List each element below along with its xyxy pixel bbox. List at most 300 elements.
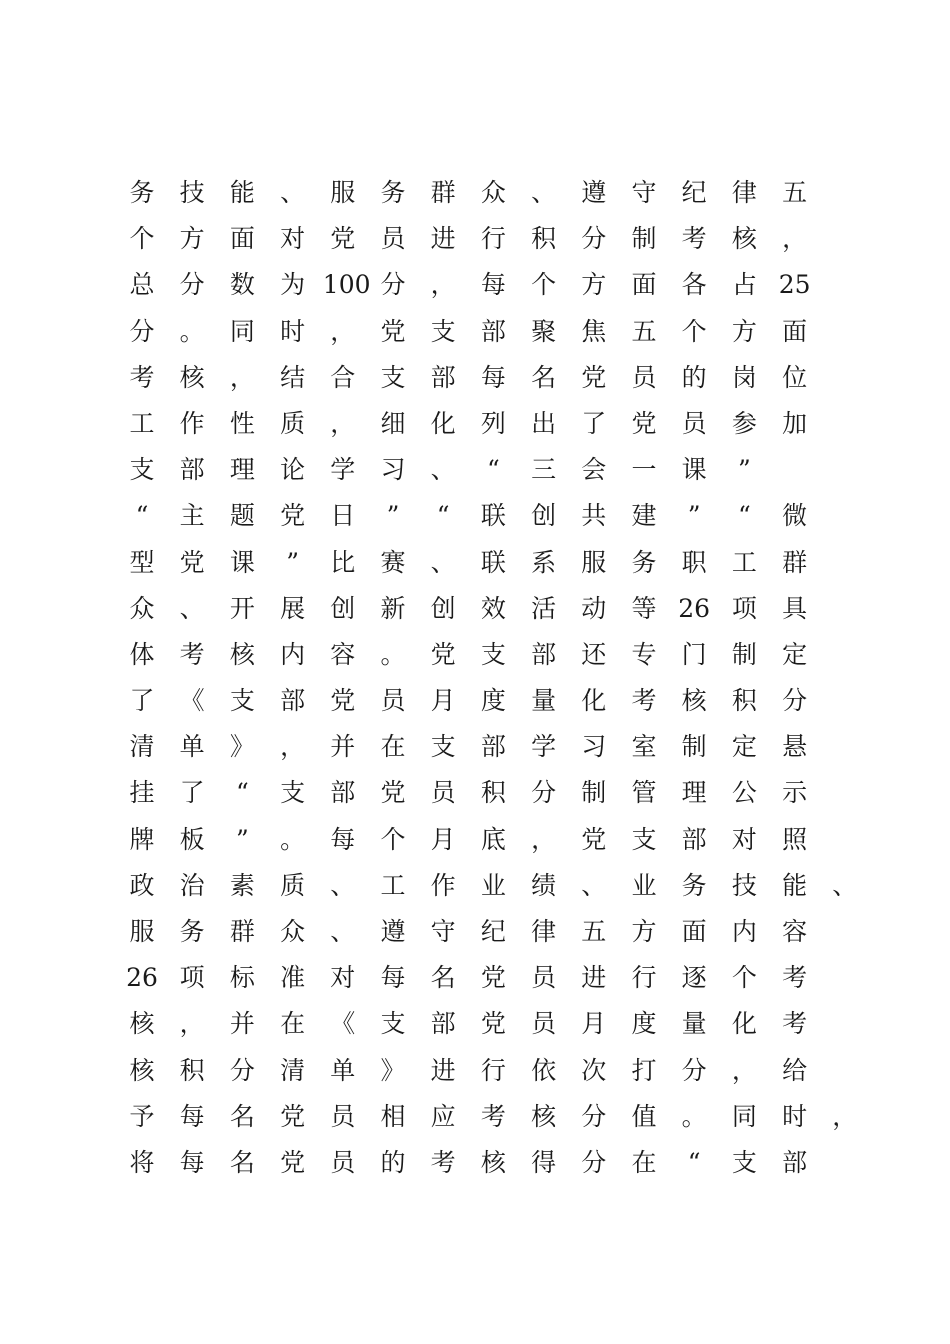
text-glyph: 制 xyxy=(681,732,707,762)
text-glyph: 部 xyxy=(430,1009,456,1039)
text-glyph: 治 xyxy=(179,870,205,900)
text-glyph: ， xyxy=(330,408,356,438)
text-glyph: 板 xyxy=(179,824,205,854)
text-glyph: 创 xyxy=(330,593,356,623)
text-glyph: 共 xyxy=(581,501,607,531)
text-glyph: 支 xyxy=(229,686,255,716)
text-glyph: 分 xyxy=(129,316,155,346)
text-glyph: 时 xyxy=(782,1101,808,1131)
text-glyph: ， xyxy=(832,1101,858,1131)
text-glyph: 准 xyxy=(280,963,306,993)
text-glyph: 单 xyxy=(179,732,205,762)
text-glyph: 逐 xyxy=(681,963,707,993)
text-glyph: 三 xyxy=(531,455,557,485)
text-glyph: 支 xyxy=(430,316,456,346)
text-glyph: 会 xyxy=(581,455,607,485)
text-glyph: 分 xyxy=(581,1101,607,1131)
text-glyph: 务 xyxy=(631,547,657,577)
text-glyph: 开 xyxy=(229,593,255,623)
text-glyph: 进 xyxy=(430,224,456,254)
text-glyph: 进 xyxy=(430,1055,456,1085)
text-glyph: 焦 xyxy=(581,316,607,346)
text-glyph: 项 xyxy=(731,593,757,623)
text-glyph: 核 xyxy=(129,1055,155,1085)
text-glyph: 分 xyxy=(229,1055,255,1085)
text-glyph: 员 xyxy=(330,1147,356,1177)
text-glyph: 党 xyxy=(330,224,356,254)
text-glyph: 创 xyxy=(430,593,456,623)
text-glyph: ” xyxy=(386,501,400,531)
text-glyph: 积 xyxy=(480,778,506,808)
text-glyph: ， xyxy=(782,224,808,254)
text-glyph: 行 xyxy=(631,963,657,993)
text-glyph: 支 xyxy=(380,362,406,392)
text-glyph: 技 xyxy=(179,178,205,207)
text-glyph: 务 xyxy=(179,917,205,946)
text-glyph: 考 xyxy=(782,1009,808,1039)
text-glyph: 纪 xyxy=(480,917,506,946)
text-line xyxy=(129,1001,862,1047)
text-glyph: 分 xyxy=(179,270,205,300)
text-line xyxy=(129,309,862,355)
text-glyph: 分 xyxy=(531,778,557,808)
text-glyph: 照 xyxy=(782,824,808,854)
text-glyph: 对 xyxy=(280,224,306,254)
text-glyph: 室 xyxy=(631,732,657,762)
text-glyph: 合 xyxy=(330,362,356,392)
text-glyph: 党 xyxy=(280,1147,306,1177)
text-glyph: 给 xyxy=(782,1055,808,1085)
text-glyph: 服 xyxy=(330,178,356,207)
text-glyph: 联 xyxy=(480,547,506,577)
text-glyph: 积 xyxy=(531,224,557,254)
text-glyph: 型 xyxy=(129,547,155,577)
text-glyph: 部 xyxy=(782,1147,808,1177)
text-glyph: 党 xyxy=(380,316,406,346)
text-glyph: 同 xyxy=(731,1101,757,1131)
text-line xyxy=(129,909,862,955)
text-glyph: 核 xyxy=(129,1009,155,1039)
text-glyph: 考 xyxy=(681,224,707,254)
text-line xyxy=(129,586,862,632)
text-glyph: 核 xyxy=(480,1147,506,1177)
text-glyph: 日 xyxy=(330,501,356,531)
text-glyph: 分 xyxy=(380,270,406,300)
text-glyph: 依 xyxy=(531,1055,557,1085)
text-glyph: 每 xyxy=(480,270,506,300)
text-line xyxy=(129,170,862,216)
text-glyph: 部 xyxy=(430,362,456,392)
text-glyph: 列 xyxy=(480,408,506,438)
text-glyph: 26 xyxy=(678,593,711,623)
text-glyph: 职 xyxy=(681,547,707,577)
text-glyph: 名 xyxy=(229,1101,255,1131)
text-glyph: 五 xyxy=(782,178,808,207)
text-line xyxy=(129,817,862,863)
text-glyph: 26 xyxy=(126,963,158,993)
text-glyph: 作 xyxy=(179,408,205,438)
text-glyph: 部 xyxy=(179,455,205,485)
text-glyph: 政 xyxy=(129,870,155,900)
text-glyph: 管 xyxy=(631,778,657,808)
text-glyph: 联 xyxy=(480,501,506,531)
text-glyph: 、 xyxy=(832,870,858,900)
text-glyph: 、 xyxy=(179,593,205,623)
text-glyph: 结 xyxy=(280,362,306,392)
text-glyph: 素 xyxy=(229,870,255,900)
text-glyph: 化 xyxy=(430,408,456,438)
text-glyph: 党 xyxy=(280,501,306,531)
text-glyph: 制 xyxy=(731,639,757,669)
text-glyph: 并 xyxy=(229,1009,255,1039)
text-glyph: 单 xyxy=(330,1055,356,1085)
text-glyph: 面 xyxy=(782,316,808,346)
text-glyph: 《 xyxy=(330,1009,356,1039)
text-glyph: 群 xyxy=(782,547,808,577)
text-glyph: 面 xyxy=(631,270,657,300)
text-glyph: 月 xyxy=(581,1009,607,1039)
text-glyph: ， xyxy=(179,1009,205,1039)
text-glyph: 示 xyxy=(782,778,808,808)
text-glyph: 每 xyxy=(380,963,406,993)
text-glyph: 党 xyxy=(280,1101,306,1131)
text-glyph: 能 xyxy=(229,178,255,207)
text-glyph: 100 xyxy=(322,270,371,300)
text-glyph: 度 xyxy=(480,686,506,716)
text-glyph: 占 xyxy=(731,270,757,300)
text-glyph: 制 xyxy=(581,778,607,808)
text-glyph: 五 xyxy=(631,316,657,346)
text-glyph: “ xyxy=(738,501,751,531)
text-glyph: 员 xyxy=(531,963,557,993)
text-glyph: 学 xyxy=(330,455,356,485)
text-glyph: 理 xyxy=(681,778,707,808)
text-glyph: 清 xyxy=(280,1055,306,1085)
text-glyph: ， xyxy=(229,362,255,392)
text-line xyxy=(129,447,862,493)
text-glyph: 内 xyxy=(280,639,306,669)
text-glyph: “ xyxy=(687,1147,701,1177)
text-glyph: 性 xyxy=(229,408,255,438)
text-glyph: 党 xyxy=(631,408,657,438)
text-glyph: 方 xyxy=(631,917,657,946)
text-glyph: 课 xyxy=(229,547,255,577)
text-glyph: 部 xyxy=(480,316,506,346)
text-glyph: 。 xyxy=(179,316,205,346)
text-glyph: 党 xyxy=(330,686,356,716)
text-glyph: 》 xyxy=(380,1055,406,1085)
text-glyph: 等 xyxy=(631,593,657,623)
text-glyph: 专 xyxy=(631,639,657,669)
text-glyph: 位 xyxy=(782,362,808,392)
text-glyph: 考 xyxy=(430,1147,456,1177)
text-glyph: 方 xyxy=(731,316,757,346)
text-glyph: 习 xyxy=(581,732,607,762)
text-glyph: 、 xyxy=(581,870,607,900)
text-glyph: 方 xyxy=(581,270,607,300)
text-glyph: 行 xyxy=(480,1055,506,1085)
text-glyph: 容 xyxy=(782,917,808,946)
text-glyph: 每 xyxy=(330,824,356,854)
text-glyph: 技 xyxy=(731,870,757,900)
text-line xyxy=(129,678,862,724)
text-glyph: 分 xyxy=(581,224,607,254)
text-glyph: 员 xyxy=(330,1101,356,1131)
text-glyph: 考 xyxy=(179,639,205,669)
text-glyph: 标 xyxy=(229,963,255,993)
text-glyph: 纪 xyxy=(681,178,707,207)
text-glyph: 项 xyxy=(179,963,205,993)
text-glyph: 对 xyxy=(330,963,356,993)
text-glyph: 务 xyxy=(129,178,155,207)
text-glyph: 众 xyxy=(129,593,155,623)
text-glyph: 了 xyxy=(129,686,155,716)
text-glyph: 核 xyxy=(681,686,707,716)
text-glyph: 核 xyxy=(531,1101,557,1131)
text-glyph: 质 xyxy=(280,870,306,900)
text-glyph: 、 xyxy=(430,455,456,485)
text-line xyxy=(129,632,862,678)
text-glyph: 业 xyxy=(480,870,506,900)
text-glyph: “ xyxy=(436,501,450,531)
text-glyph: 效 xyxy=(480,593,506,623)
text-glyph: 考 xyxy=(480,1101,506,1131)
text-glyph: 党 xyxy=(430,639,456,669)
text-glyph: ， xyxy=(731,1055,757,1085)
text-line xyxy=(129,1048,862,1094)
text-glyph: 悬 xyxy=(782,732,808,762)
text-line xyxy=(129,216,862,262)
text-glyph: 党 xyxy=(480,1009,506,1039)
text-glyph: 分 xyxy=(581,1147,607,1177)
text-glyph: 主 xyxy=(179,501,205,531)
text-glyph: 遵 xyxy=(380,917,406,946)
text-glyph: ” xyxy=(286,547,299,577)
text-glyph: 群 xyxy=(430,178,456,207)
text-glyph: 工 xyxy=(731,547,757,577)
text-glyph: 系 xyxy=(531,547,557,577)
text-glyph: 展 xyxy=(280,593,306,623)
text-glyph: ” xyxy=(738,455,751,485)
text-glyph: 加 xyxy=(782,408,808,438)
text-glyph: 考 xyxy=(631,686,657,716)
text-glyph: 能 xyxy=(782,870,808,900)
text-glyph: 参 xyxy=(731,408,757,438)
text-glyph: 员 xyxy=(631,362,657,392)
text-glyph: 支 xyxy=(280,778,306,808)
text-line xyxy=(129,1094,862,1140)
text-glyph: 服 xyxy=(581,547,607,577)
text-glyph: 业 xyxy=(631,870,657,900)
text-glyph: 个 xyxy=(681,316,707,346)
text-glyph: 在 xyxy=(280,1009,306,1039)
text-glyph: 在 xyxy=(631,1147,657,1177)
text-glyph: 。 xyxy=(681,1101,707,1131)
text-glyph: 了 xyxy=(581,408,607,438)
text-glyph: 工 xyxy=(129,408,155,438)
text-glyph: 守 xyxy=(430,917,456,946)
text-glyph: 部 xyxy=(480,732,506,762)
text-glyph: “ xyxy=(135,501,149,531)
text-glyph: 得 xyxy=(531,1147,557,1177)
text-glyph: “ xyxy=(236,778,249,808)
text-glyph: 度 xyxy=(631,1009,657,1039)
text-glyph: 论 xyxy=(280,455,306,485)
text-glyph: 的 xyxy=(380,1147,406,1177)
text-glyph: 建 xyxy=(631,501,657,531)
text-glyph: 总 xyxy=(129,270,155,300)
text-glyph: 个 xyxy=(129,224,155,254)
text-glyph: 内 xyxy=(731,917,757,946)
text-glyph: 量 xyxy=(531,686,557,716)
text-glyph: 量 xyxy=(681,1009,707,1039)
text-glyph: 制 xyxy=(631,224,657,254)
text-glyph: 员 xyxy=(380,224,406,254)
text-glyph: “ xyxy=(487,455,500,485)
text-line xyxy=(129,401,862,447)
text-glyph: ” xyxy=(687,501,701,531)
text-glyph: 还 xyxy=(581,639,607,669)
text-glyph: 相 xyxy=(380,1101,406,1131)
text-glyph: 名 xyxy=(430,963,456,993)
text-glyph: 容 xyxy=(330,639,356,669)
text-glyph: 月 xyxy=(430,686,456,716)
text-glyph: 分 xyxy=(782,686,808,716)
text-glyph: 。 xyxy=(280,824,306,854)
text-glyph: 在 xyxy=(380,732,406,762)
text-glyph: 部 xyxy=(280,686,306,716)
text-glyph: 数 xyxy=(229,270,255,300)
text-glyph: 月 xyxy=(430,824,456,854)
text-glyph: 公 xyxy=(731,778,757,808)
text-glyph: 个 xyxy=(731,963,757,993)
text-glyph: 部 xyxy=(531,639,557,669)
text-line xyxy=(129,262,862,308)
text-glyph: 工 xyxy=(380,870,406,900)
text-glyph: ， xyxy=(330,316,356,346)
text-glyph: 比 xyxy=(330,547,356,577)
text-glyph: 党 xyxy=(380,778,406,808)
text-glyph: 每 xyxy=(480,362,506,392)
text-glyph: 积 xyxy=(179,1055,205,1085)
text-glyph: 分 xyxy=(681,1055,707,1085)
text-glyph: ， xyxy=(430,270,456,300)
text-line xyxy=(135,493,862,539)
text-glyph: 习 xyxy=(380,455,406,485)
text-glyph: 作 xyxy=(430,870,456,900)
text-line xyxy=(129,540,862,586)
text-glyph: 动 xyxy=(581,593,607,623)
text-glyph: 个 xyxy=(380,824,406,854)
text-glyph: 题 xyxy=(229,501,255,531)
text-glyph: 25 xyxy=(778,270,811,300)
text-glyph: 一 xyxy=(631,455,657,485)
text-glyph: 将 xyxy=(129,1147,155,1177)
text-glyph: ， xyxy=(280,732,306,762)
text-glyph: 个 xyxy=(531,270,557,300)
text-glyph: 微 xyxy=(782,501,808,531)
text-glyph: 挂 xyxy=(129,778,155,808)
text-glyph: 底 xyxy=(480,824,506,854)
text-glyph: 考 xyxy=(129,362,155,392)
text-glyph: 、 xyxy=(430,547,456,577)
text-glyph: 、 xyxy=(280,178,306,207)
text-line xyxy=(129,355,862,401)
text-glyph: 支 xyxy=(731,1147,757,1177)
text-glyph: 、 xyxy=(330,917,356,946)
text-line xyxy=(126,955,862,1001)
text-glyph: 积 xyxy=(731,686,757,716)
text-glyph: 打 xyxy=(631,1055,657,1085)
text-glyph: 守 xyxy=(631,178,657,207)
text-glyph: 每 xyxy=(179,1147,205,1177)
text-glyph: 应 xyxy=(430,1101,456,1131)
text-glyph: 。 xyxy=(380,639,406,669)
text-glyph: 新 xyxy=(380,593,406,623)
text-glyph: 群 xyxy=(229,917,255,946)
text-glyph: 定 xyxy=(731,732,757,762)
text-glyph: 务 xyxy=(681,870,707,900)
text-glyph: 定 xyxy=(782,639,808,669)
text-glyph: 党 xyxy=(179,547,205,577)
text-glyph: 对 xyxy=(731,824,757,854)
text-glyph: 时 xyxy=(280,316,306,346)
text-glyph: 化 xyxy=(731,1009,757,1039)
text-glyph: 考 xyxy=(782,963,808,993)
text-glyph: 门 xyxy=(681,639,707,669)
text-glyph: 支 xyxy=(430,732,456,762)
text-glyph: 党 xyxy=(480,963,506,993)
text-glyph: 支 xyxy=(631,824,657,854)
text-glyph: 牌 xyxy=(129,824,155,854)
text-glyph: 面 xyxy=(681,917,707,946)
text-line xyxy=(129,863,862,909)
text-glyph: ， xyxy=(531,824,557,854)
text-glyph: 核 xyxy=(179,362,205,392)
text-glyph: 名 xyxy=(229,1147,255,1177)
text-glyph: 部 xyxy=(681,824,707,854)
text-glyph: 行 xyxy=(480,224,506,254)
text-glyph: 化 xyxy=(581,686,607,716)
text-glyph: 聚 xyxy=(531,316,557,346)
text-glyph: 服 xyxy=(129,917,155,946)
text-glyph: 方 xyxy=(179,224,205,254)
body-text xyxy=(126,170,862,1186)
text-glyph: 律 xyxy=(531,917,557,946)
text-glyph: 值 xyxy=(631,1101,657,1131)
text-glyph: 的 xyxy=(681,362,707,392)
text-glyph: 支 xyxy=(380,1009,406,1039)
text-glyph: 员 xyxy=(430,778,456,808)
text-glyph: 核 xyxy=(731,224,757,254)
text-glyph: 学 xyxy=(531,732,557,762)
text-glyph: 务 xyxy=(380,178,406,207)
text-glyph: 为 xyxy=(280,270,306,300)
text-glyph: 出 xyxy=(531,408,557,438)
text-glyph: 律 xyxy=(731,178,757,207)
text-glyph: 遵 xyxy=(581,178,607,207)
text-glyph: 部 xyxy=(330,778,356,808)
text-glyph: 众 xyxy=(280,917,306,946)
text-line xyxy=(129,1140,862,1186)
text-glyph: 众 xyxy=(480,178,506,207)
text-glyph: 课 xyxy=(681,455,707,485)
text-line xyxy=(129,770,862,816)
text-glyph: 、 xyxy=(330,870,356,900)
text-glyph: 岗 xyxy=(731,362,757,392)
text-glyph: 质 xyxy=(280,408,306,438)
text-glyph: 《 xyxy=(179,686,205,716)
